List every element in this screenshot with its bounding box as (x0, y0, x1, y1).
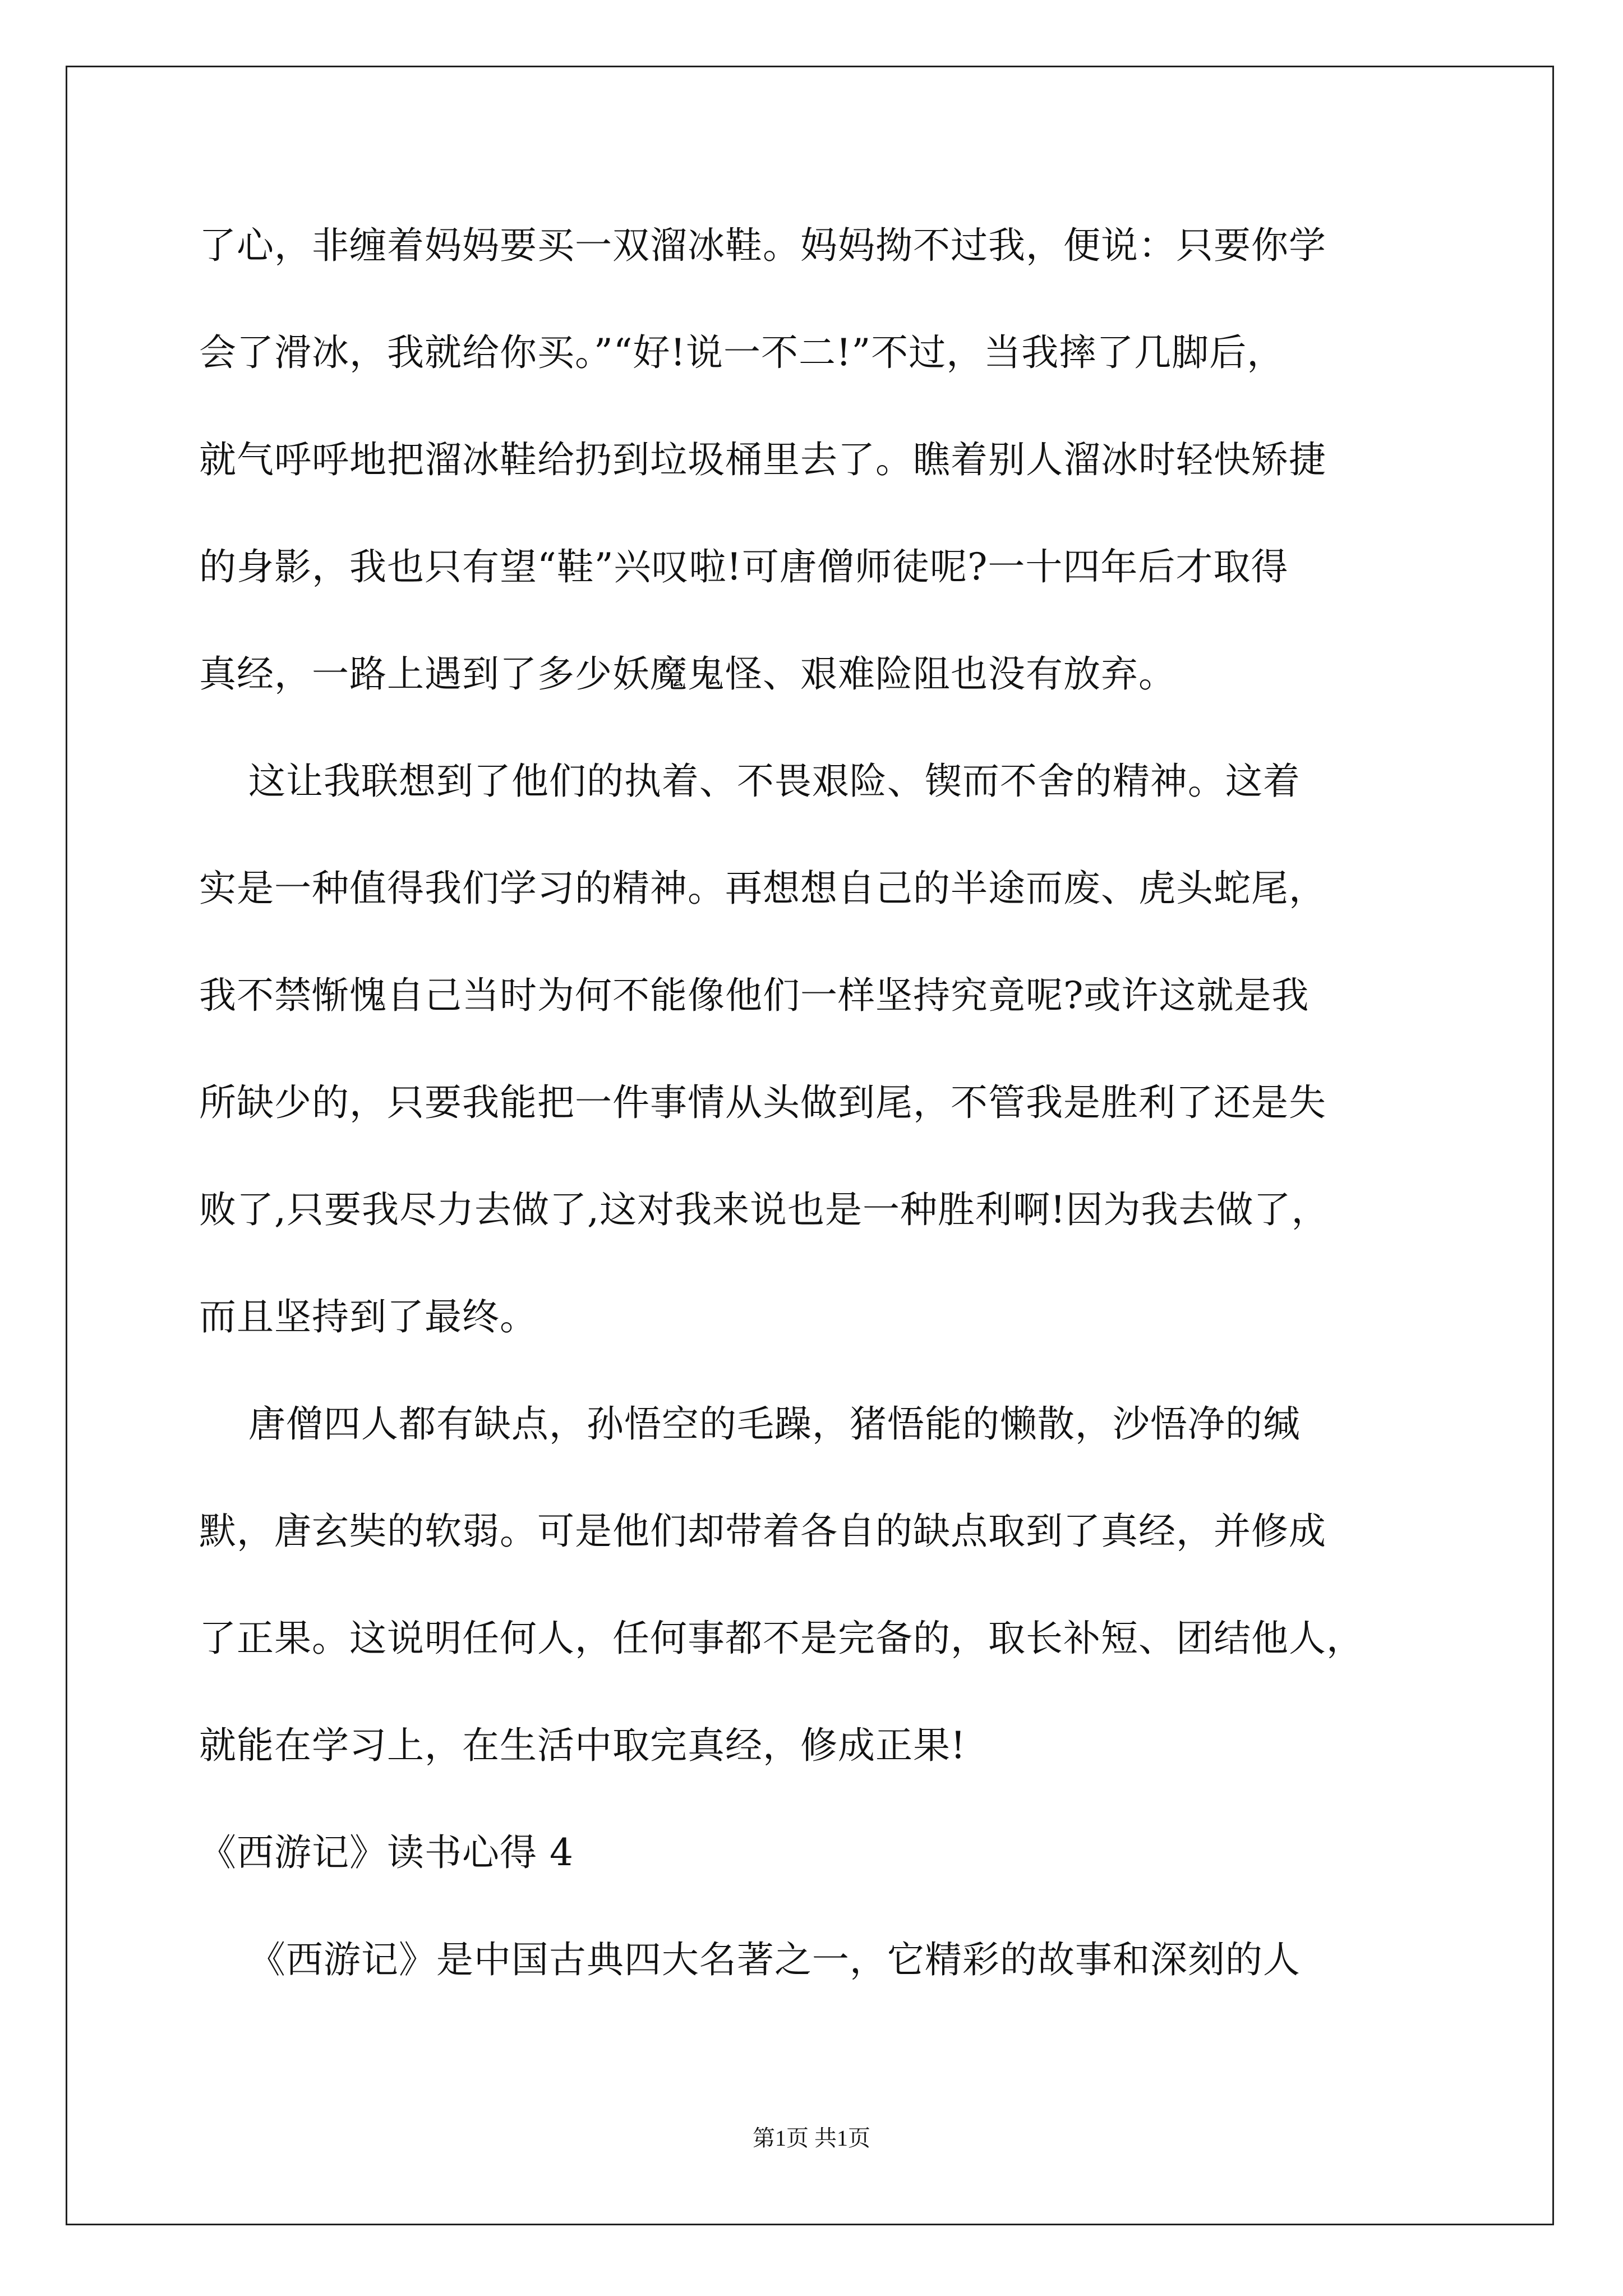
paragraph-line: 了正果。这说明任何人，任何事都不是完备的，取长补短、团结他人， (199, 1617, 1364, 1660)
paragraph-line: 真经，一路上遇到了多少妖魔鬼怪、艰难险阻也没有放弃。 (199, 652, 1176, 696)
section-heading: 《西游记》读书心得 4 (199, 1831, 574, 1874)
paragraph-line: 《西游记》是中国古典四大名著之一，它精彩的故事和深刻的人 (199, 1938, 1301, 1981)
paragraph-line: 就气呼呼地把溜冰鞋给扔到垃圾桶里去了。瞧着别人溜冰时轻快矫捷 (199, 438, 1326, 481)
paragraph-line: 所缺少的，只要我能把一件事情从头做到尾，不管我是胜利了还是失 (199, 1081, 1326, 1124)
page-footer: 第1页 共1页 (753, 2125, 870, 2151)
paragraph-line: 就能在学习上，在生活中取完真经，修成正果! (199, 1724, 966, 1767)
paragraph-line: 实是一种值得我们学习的精神。再想想自己的半途而废、虎头蛇尾， (199, 867, 1326, 910)
paragraph-line: 了心，非缠着妈妈要买一双溜冰鞋。妈妈拗不过我，便说：只要你学 (199, 224, 1326, 267)
paragraph-line: 的身影，我也只有望“鞋”兴叹啦!可唐僧师徒呢?一十四年后才取得 (199, 545, 1289, 588)
paragraph-line: 会了滑冰，我就给你买。”“好!说一不二!”不过，当我摔了几脚后， (199, 331, 1285, 374)
paragraph-line: 默，唐玄奘的软弱。可是他们却带着各自的缺点取到了真经，并修成 (199, 1510, 1326, 1553)
paragraph-line: 我不禁惭愧自己当时为何不能像他们一样坚持究竟呢?或许这就是我 (199, 974, 1310, 1017)
page-border (66, 66, 1554, 2225)
paragraph-line: 而且坚持到了最终。 (199, 1295, 537, 1338)
paragraph-line: 这让我联想到了他们的执着、不畏艰险、锲而不舍的精神。这着 (199, 760, 1301, 803)
paragraph-line: 败了,只要我尽力去做了,这对我来说也是一种胜利啊!因为我去做了， (199, 1188, 1329, 1231)
paragraph-line: 唐僧四人都有缺点，孙悟空的毛躁，猪悟能的懒散，沙悟净的缄 (199, 1402, 1301, 1446)
